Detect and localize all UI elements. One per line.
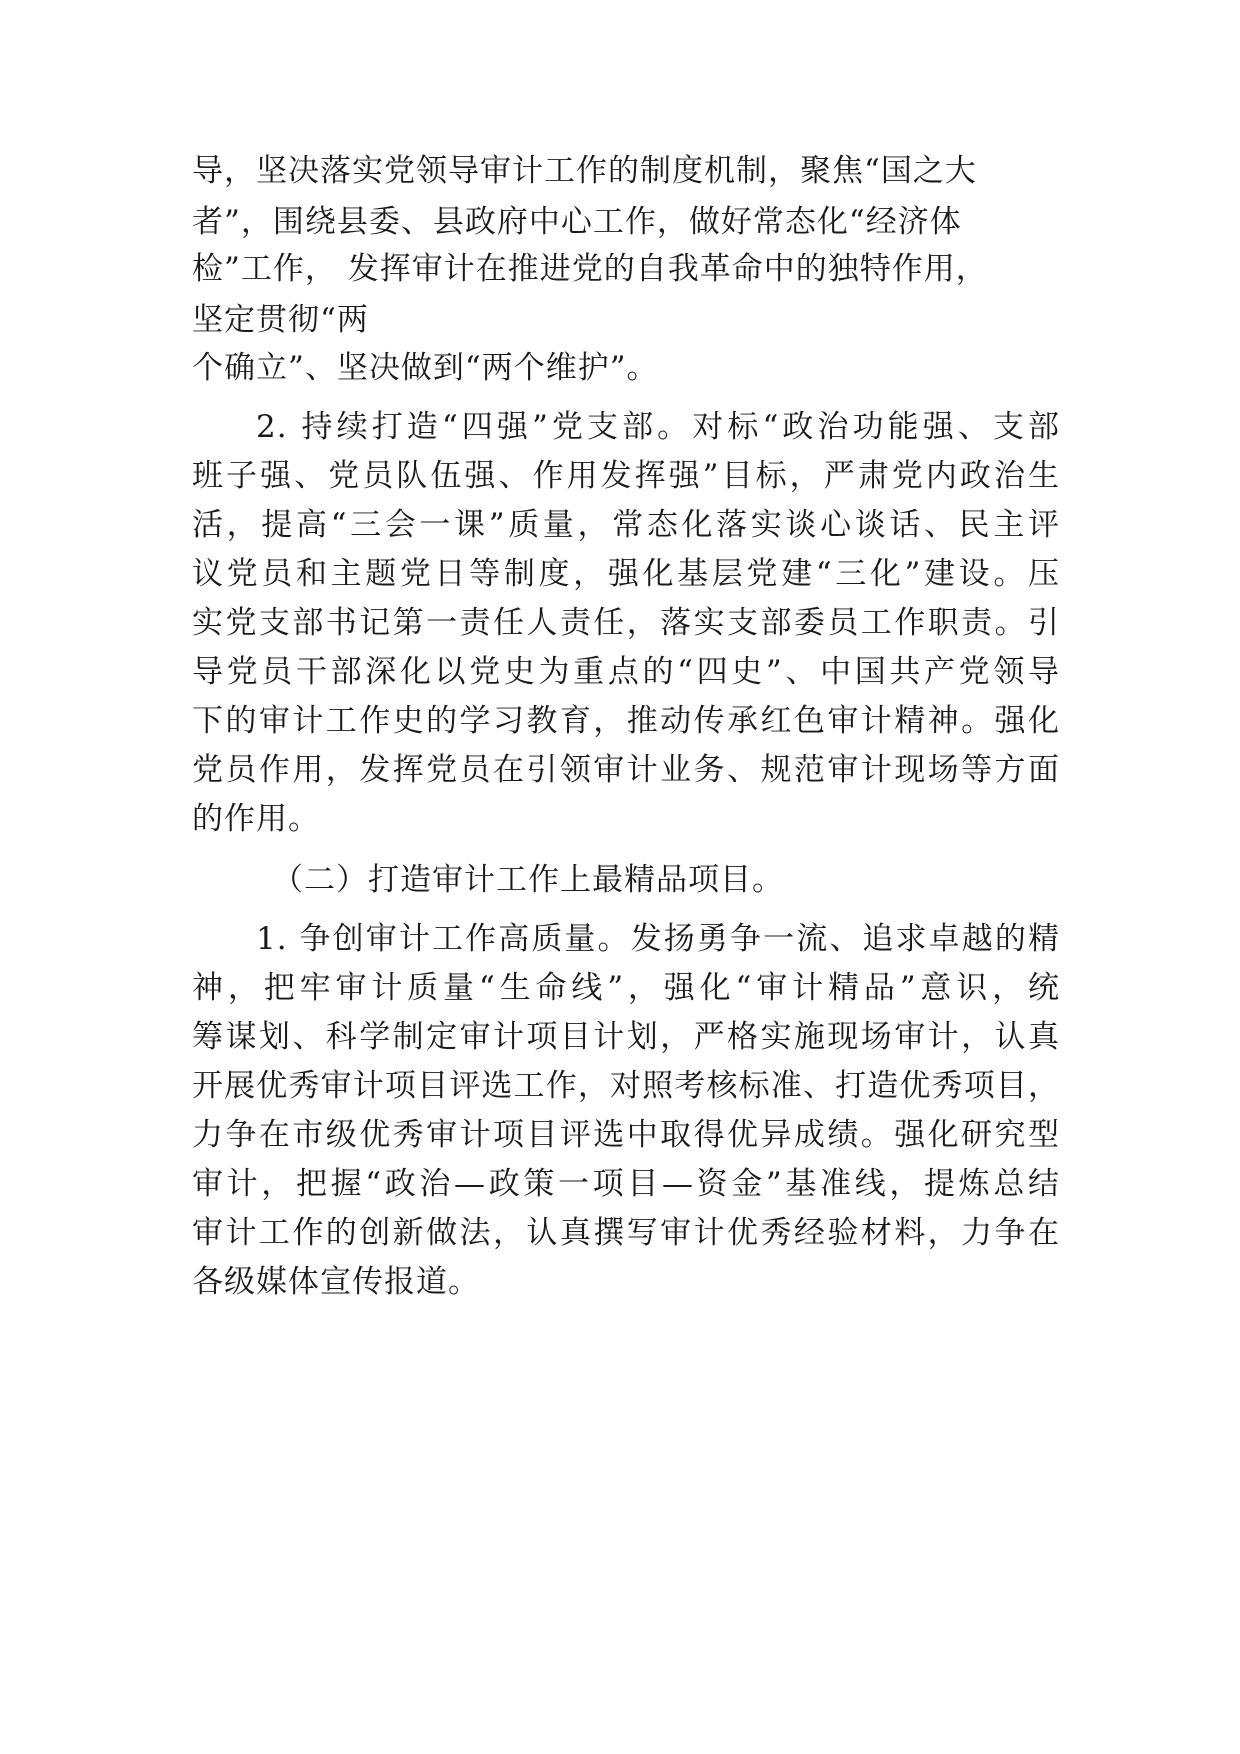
text-line: 审计，把握“政治—政策一项目—资金”基准线，提炼总结: [192, 1166, 1060, 1202]
text-line: 党员作用，发挥党员在引领审计业务、规范审计现场等方面: [192, 752, 1060, 788]
text-line: 筹谋划、科学制定审计项目计划，严格实施现场审计，认真: [192, 1019, 1060, 1055]
text-line: 实党支部书记第一责任人责任，落实支部委员工作职责。引: [192, 605, 1060, 641]
text-line: 各级媒体宣传报道。: [192, 1264, 480, 1300]
text-line: 力争在市级优秀审计项目评选中取得优异成绩。强化研究型: [192, 1117, 1060, 1153]
text-line: 活，提高“三会一课”质量，常态化落实谈心谈话、民主评: [192, 507, 1060, 543]
paragraph-first-line: 2. 持续打造“四强”党支部。对标“政治功能强、支部: [256, 409, 1060, 445]
text-line: 神，把牢审计质量“生命线”，强化“审计精品”意识，统: [192, 970, 1060, 1006]
text-line: 议党员和主题党日等制度，强化基层党建“三化”建设。压: [192, 556, 1060, 592]
text-line: 个确立”、坚决做到“两个维护”。: [192, 350, 659, 386]
text-line: 导，坚决落实党领导审计工作的制度机制，聚焦“国之大: [192, 153, 977, 189]
text-line: 审计工作的创新做法，认真撰写审计优秀经验材料，力争在: [192, 1215, 1060, 1251]
text-line: 坚定贯彻“两: [192, 302, 369, 338]
paragraph-first-line: 1. 争创审计工作高质量。发扬勇争一流、追求卓越的精: [256, 921, 1060, 957]
text-line: 检”工作， 发挥审计在推进党的自我革命中的独特作用，: [192, 251, 988, 287]
text-line: 班子强、党员队伍强、作用发挥强”目标，严肃党内政治生: [192, 458, 1060, 494]
text-line: 导党员干部深化以党史为重点的“四史”、中国共产党领导: [192, 654, 1060, 690]
text-line: 者”，围绕县委、县政府中心工作，做好常态化“经济体: [192, 204, 962, 240]
section-heading: （二）打造审计工作上最精品项目。: [272, 862, 784, 898]
text-line: 下的审计工作史的学习教育，推动传承红色审计精神。强化: [192, 703, 1060, 739]
text-line: 开展优秀审计项目评选工作，对照考核标准、打造优秀项目，: [192, 1068, 1060, 1104]
text-line: 的作用。: [192, 801, 320, 837]
